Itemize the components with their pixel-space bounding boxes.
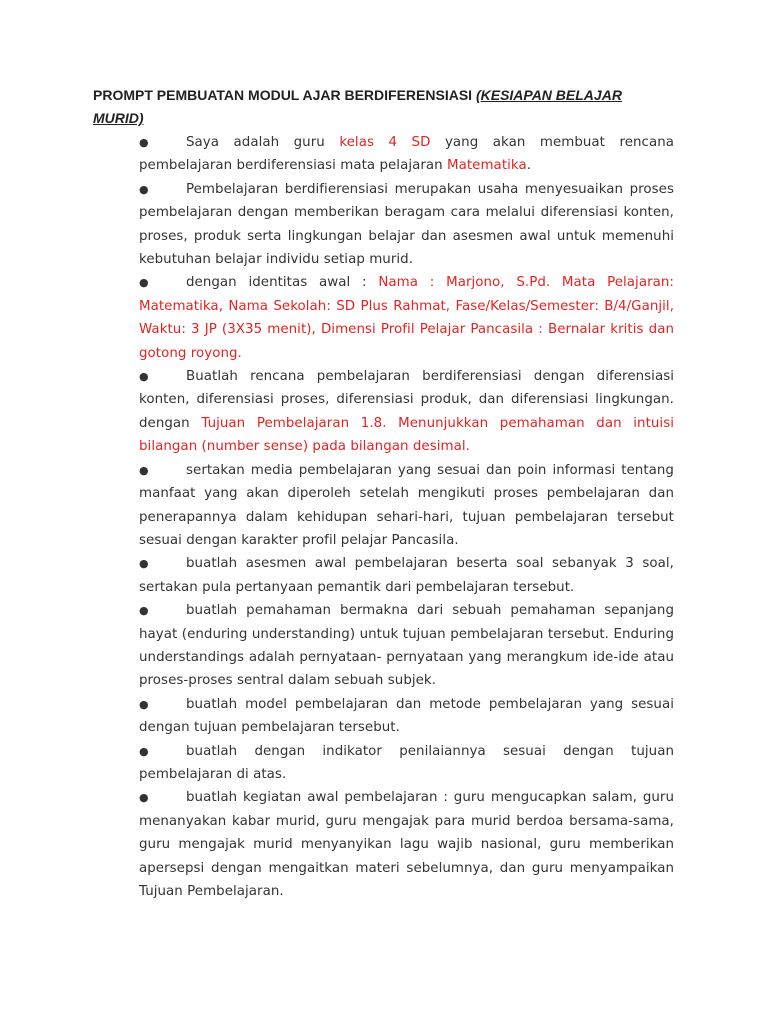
- prompt-list: [139, 131, 674, 903]
- item-text: yang akan membuat rencana pembelajaran berdiferensiasi mata pelajaran: [139, 135, 675, 174]
- bullet-icon: ●: [139, 604, 149, 618]
- bullet-icon: ●: [139, 370, 149, 384]
- list-item: [139, 599, 674, 693]
- item-text: Pembelajaran berdifierensiasi merupakan usaha menyesuaikan proses pembelajaran dengan memberikan beragam cara melalui diferensiasi konten, proses, produk serta lingkungan belajar dan asesmen awal untuk memenuhi kebutuhan belajar individu setiap murid.: [139, 181, 674, 268]
- bullet-icon: ●: [139, 136, 149, 149]
- item-text: buatlah model pembelajaran dan metode pembelajaran yang sesuai dengan tujuan pembelajaran tersebut.: [139, 696, 674, 736]
- item-text: dengan identitas awal :: [186, 275, 379, 291]
- document-title: [93, 84, 673, 130]
- list-item: [139, 740, 674, 787]
- title-emphasis: (KESIAPAN BELAJAR MURID): [93, 87, 622, 126]
- item-text: Saya adalah guru: [186, 135, 340, 150]
- item-text: buatlah dengan indikator penilaiannya sesuai dengan tujuan pembelajaran di atas.: [139, 743, 674, 782]
- bullet-icon: ●: [139, 276, 149, 290]
- highlighted-text: Tujuan Pembelajaran 1.8. Menunjukkan pemahaman dan intuisi bilangan (number sense) pada bilangan desimal.: [139, 415, 674, 455]
- item-text: buatlah pemahaman bermakna dari sebuah pemahaman sepanjang hayat (enduring understanding) untuk tujuan pembelajaran tersebut. Enduring understandings adalah pernyataan- pernyataan yang merangkum ide-ide atau proses-proses sentral dalam sebuah subjek.: [139, 603, 674, 689]
- bullet-icon: ●: [139, 697, 149, 711]
- list-item: [139, 693, 674, 740]
- list-item: [139, 271, 674, 365]
- item-text: .: [526, 158, 532, 174]
- list-item: [139, 365, 674, 459]
- bullet-icon: ●: [139, 463, 149, 477]
- bullet-icon: ●: [139, 744, 149, 758]
- item-text: buatlah asesmen awal pembelajaran beserta soal sebanyak 3 soal, sertakan pula pertanyaan pemantik dari pembelajaran tersebut.: [139, 556, 674, 595]
- highlighted-text: Nama : Marjono, S.Pd. Mata Pelajaran: Matematika, Nama Sekolah: SD Plus Rahmat, Fase/Kelas/Semester: B/4/Ganjil, Waktu: 3 JP (3X35 menit), Dimensi Profil Pelajar Pancasila : Bernalar kritis dan gotong royong.: [139, 275, 674, 361]
- highlighted-text: kelas 4 SD: [339, 135, 431, 150]
- list-item: [139, 552, 674, 599]
- bullet-icon: ●: [139, 791, 149, 805]
- highlighted-text: Matematika: [447, 158, 527, 174]
- list-item: [139, 131, 674, 178]
- list-item: [139, 178, 674, 272]
- title-main: PROMPT PEMBUATAN MODUL AJAR BERDIFERENSIASI: [93, 87, 476, 103]
- item-text: sertakan media pembelajaran yang sesuai dan poin informasi tentang manfaat yang akan diperoleh setelah mengikuti proses pembelajaran dan penerapannya dalam kehidupan sehari-hari, tujuan pembelajaran tersebut sesuai dengan karakter profil pelajar Pancasila.: [139, 462, 674, 548]
- bullet-icon: ●: [139, 557, 149, 571]
- item-text: buatlah kegiatan awal pembelajaran : guru mengucapkan salam, guru menanyakan kabar murid, guru mengajak para murid berdoa bersama-sama, guru mengajak murid menyanyikan lagu wajib nasional, guru memberikan apersepsi dengan mengaitkan materi sebelumnya, dan guru menyampaikan Tujuan Pembelajaran.: [139, 790, 674, 899]
- list-item: [139, 459, 674, 553]
- list-item: [139, 786, 674, 903]
- item-text: Buatlah rencana pembelajaran berdiferensiasi dengan diferensiasi konten, diferensiasi proses, diferensiasi produk, dan diferensiasi lingkungan. dengan: [139, 369, 674, 431]
- bullet-icon: ●: [139, 182, 149, 196]
